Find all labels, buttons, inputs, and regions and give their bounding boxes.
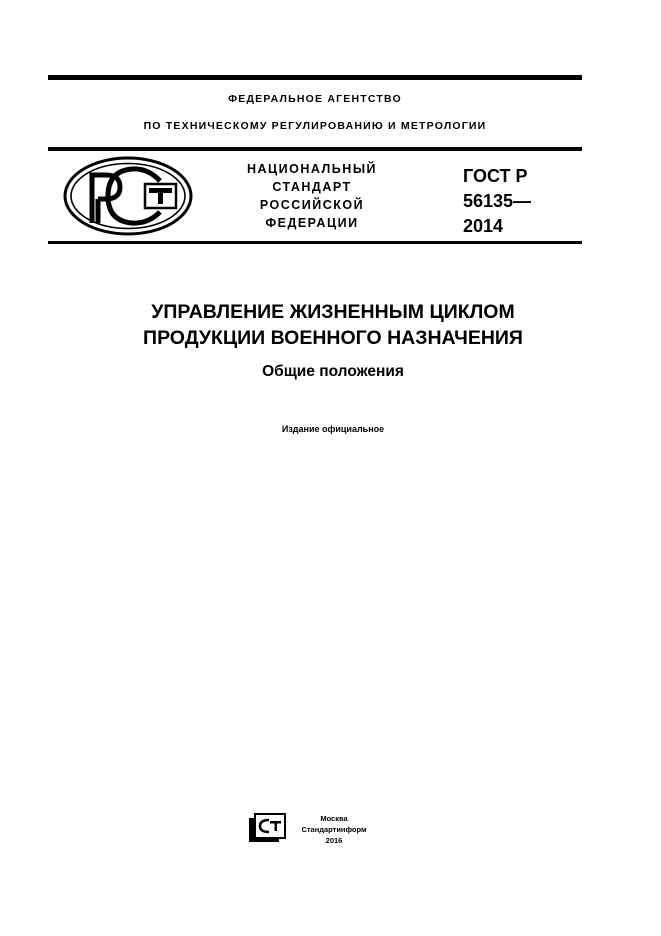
top-rule	[48, 75, 582, 80]
edition-label: Издание официальное	[281, 424, 385, 434]
standard-type-line1: НАЦИОНАЛЬНЫЙ	[246, 162, 378, 176]
designation-line1: ГОСТ Р	[463, 166, 528, 186]
document-subtitle: Общие положения	[262, 363, 404, 380]
publisher-name: Стандартинформ	[301, 825, 367, 834]
bottom-rule	[48, 241, 582, 244]
middle-rule	[48, 147, 582, 151]
standard-type-line2: СТАНДАРТ	[272, 180, 352, 194]
agency-name-line1: ФЕДЕРАЛЬНОЕ АГЕНТСТВО	[228, 93, 402, 105]
standard-type-block	[222, 160, 402, 232]
agency-name-line2: ПО ТЕХНИЧЕСКОМУ РЕГУЛИРОВАНИЮ И МЕТРОЛОГИИ	[143, 120, 487, 132]
standartinform-logo-icon	[247, 812, 287, 844]
designation-line2: 56135—	[463, 191, 532, 211]
title-line1: УПРАВЛЕНИЕ ЖИЗНЕННЫМ ЦИКЛОМ	[151, 301, 515, 323]
standard-type-line3: РОССИЙСКОЙ	[259, 198, 365, 212]
title-line2: ПРОДУКЦИИ ВОЕННОГО НАЗНАЧЕНИЯ	[143, 327, 523, 349]
standard-type-line4: ФЕДЕРАЦИИ	[265, 216, 359, 230]
standard-designation	[463, 164, 531, 239]
rst-emblem-icon	[62, 155, 194, 237]
publisher-city: Москва	[320, 814, 348, 823]
publisher-imprint	[294, 813, 374, 846]
document-title	[48, 299, 618, 351]
designation-line3: 2014	[463, 216, 504, 236]
publisher-year: 2016	[325, 836, 343, 845]
